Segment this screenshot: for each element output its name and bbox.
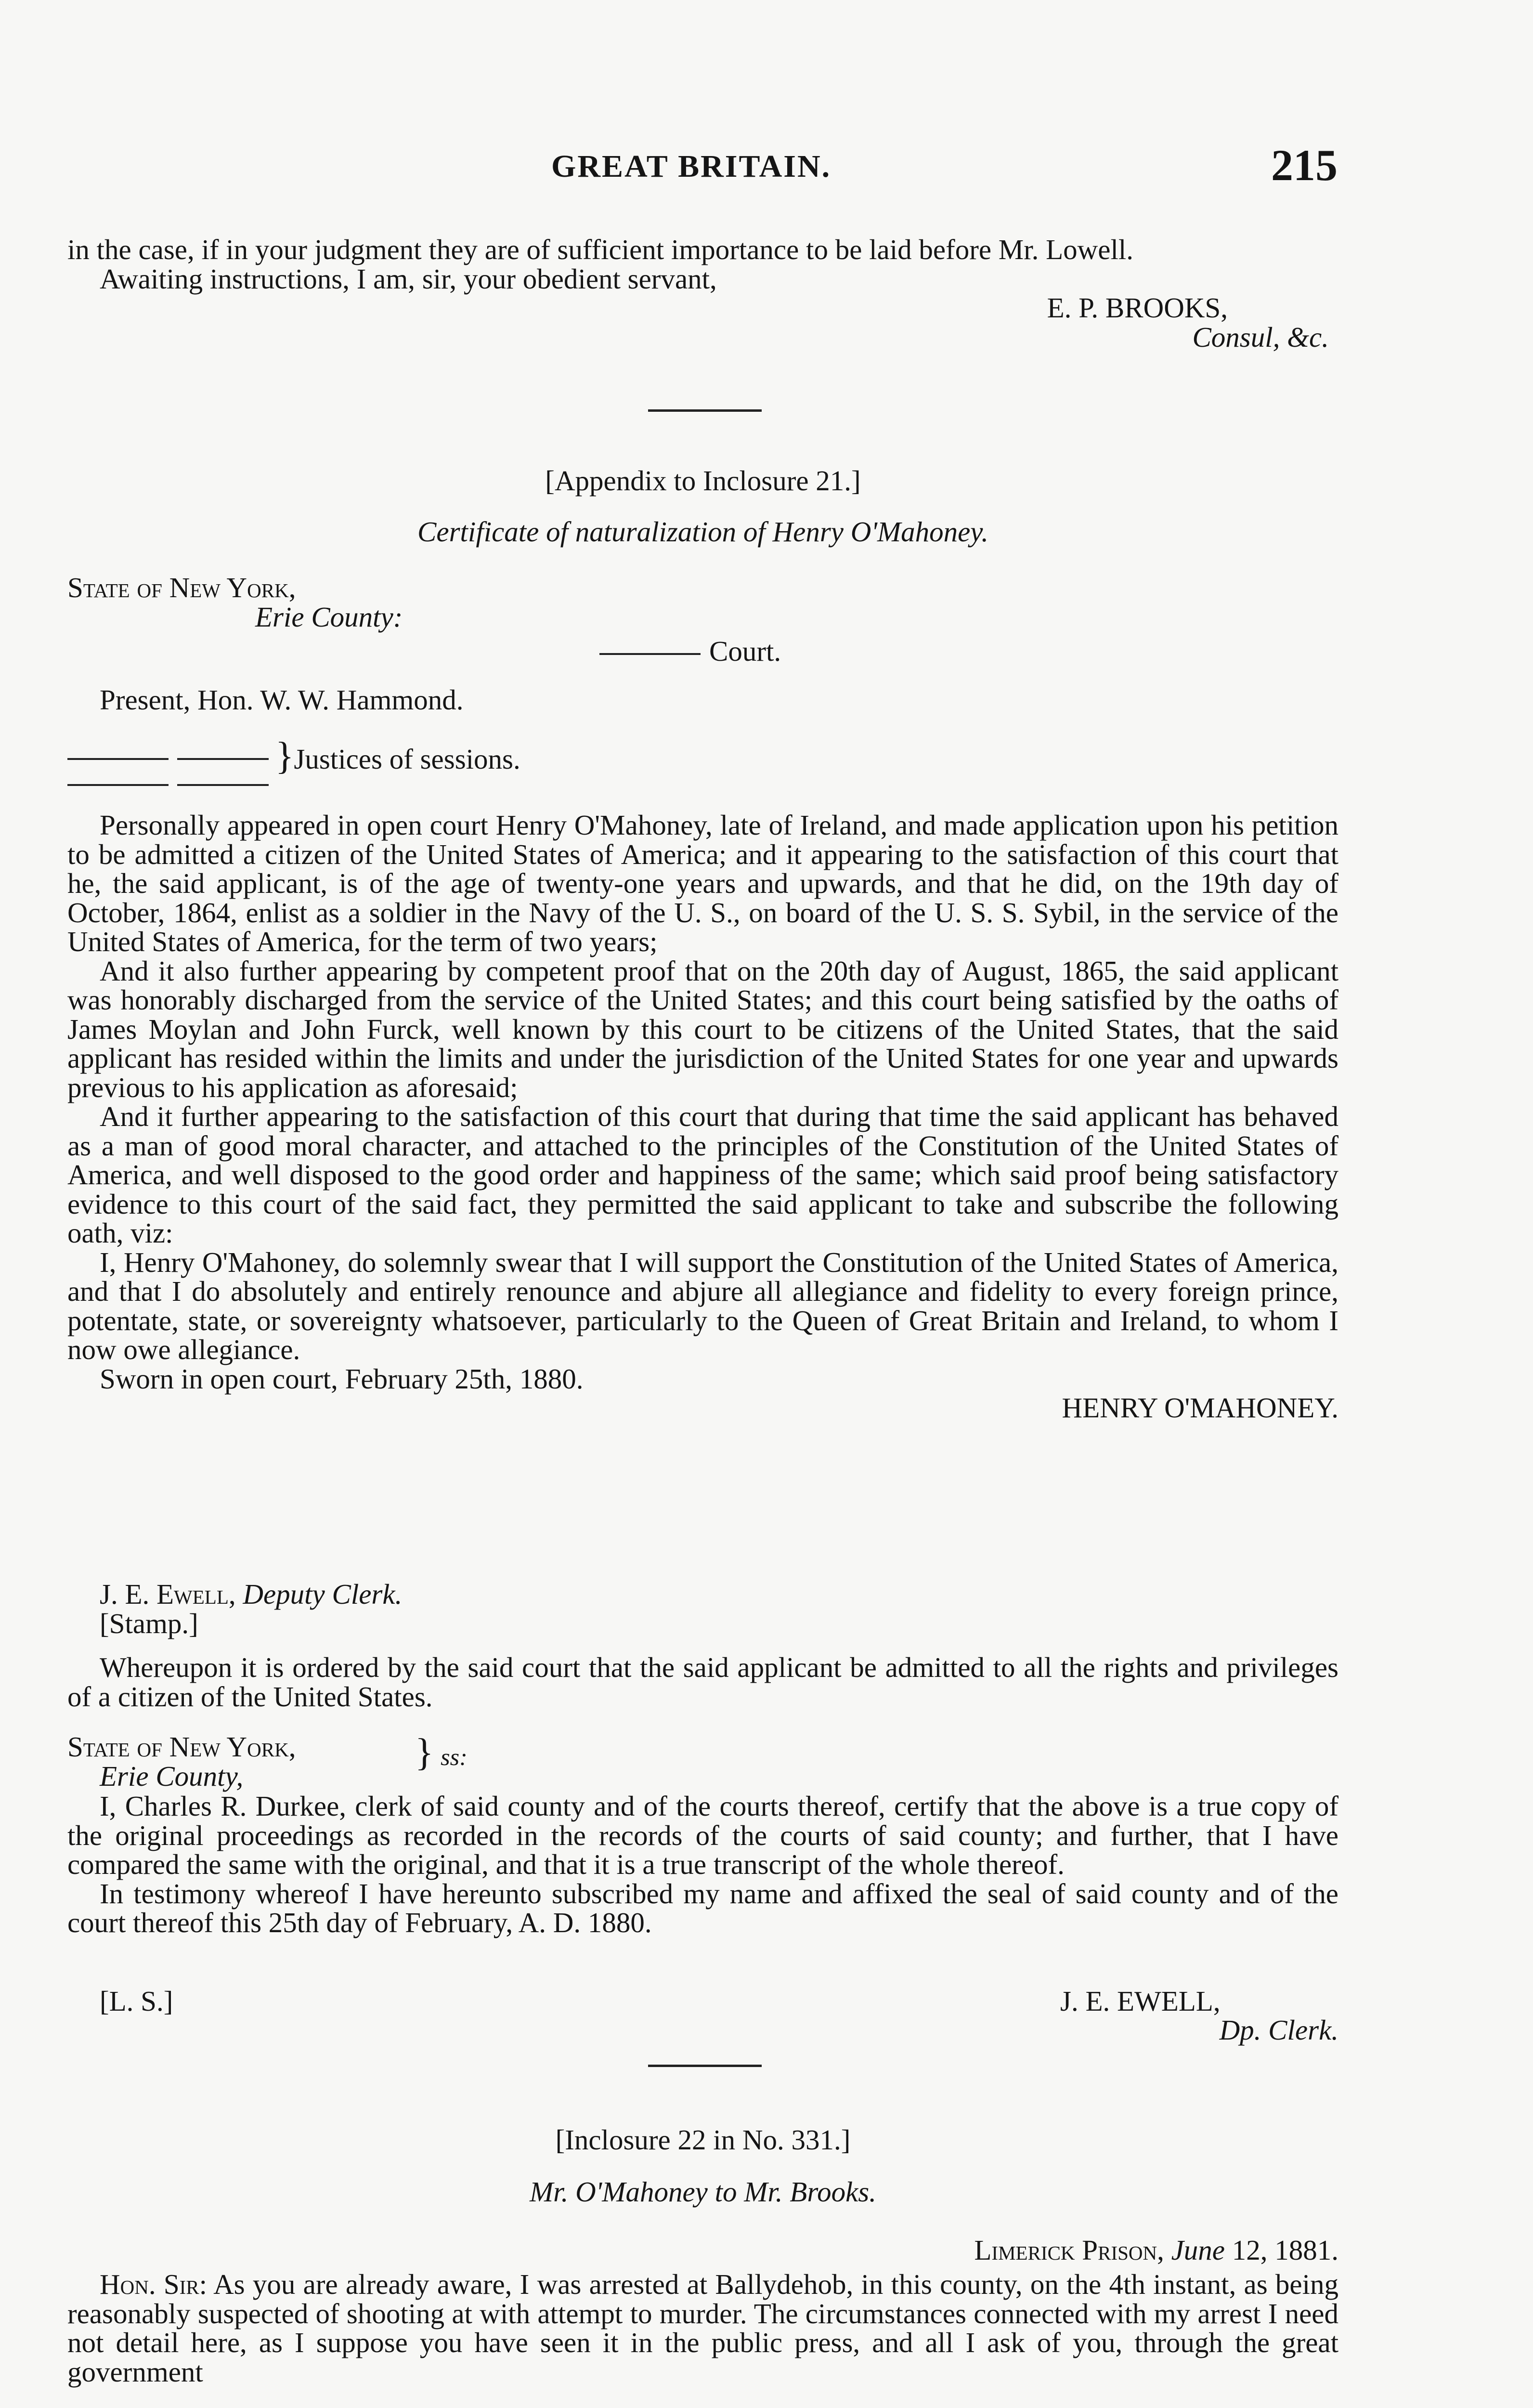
section-rule: [648, 409, 762, 412]
dateline: [67, 2236, 1338, 2265]
clerk-name: J. E. Ewell,: [100, 1578, 236, 1610]
certification-paragraph-1: I, Charles R. Durkee, clerk of said county and of the courts thereof, certify that the above is a true copy of the original proceedings as recorded in the records of the courts of said county; and further, that I have compared the same with the original, and that it is a true transcript of the whole thereof.: [67, 1790, 1338, 1880]
oath-paragraph: I, Henry O'Mahoney, do solemnly swear that I will support the Constitution of the United States of America, and that I do absolutely and entirely renounce and abjure all allegiance and fidelity to every foreign prince, potentate, state, or sovereignty whatsoever, particularly to the Queen of Great Britain and Ireland, to whom I now owe allegiance.: [67, 1246, 1338, 1365]
certificate-body: [67, 811, 1338, 1423]
salutation: Hon. Sir:: [100, 2268, 208, 2300]
venue-block: [67, 573, 1338, 631]
page-header: [0, 140, 1533, 197]
page-number: 215: [1271, 141, 1338, 190]
venue2-county: Erie County,: [100, 1760, 244, 1792]
inclosure-label: [Inclosure 22 in No. 331.]: [555, 2124, 851, 2156]
present-line: [67, 685, 1338, 715]
signature-title: Consul, &c.: [1192, 321, 1329, 353]
venue-county: Erie County:: [255, 601, 403, 633]
inclosure-title: Mr. O'Mahoney to Mr. Brooks.: [530, 2176, 876, 2208]
certificate-paragraph-2: And it also further appearing by competent proof that on the 20th day of August, 1865, the said applicant was honorably discharged from the service of the United States; and this court being satisfied by the oaths of James Moylan and John Furck, well known by this court to be citizens of the United States, that the said applicant has resided within the limits and under the jurisdiction of the United States for one year and upwards previous to his application as aforesaid;: [67, 955, 1338, 1103]
justice-blank-3: [67, 784, 169, 786]
letter-body-text: As you are already aware, I was arrested at Ballydehob, in this county, on the 4th instant, as being reasonably suspected of shooting at with attempt to murder. The circumstances connected with my arrest I need not detail here, as I suppose you have seen it in the public press, and all I ask of you, through the great government: [67, 2268, 1339, 2388]
court-blank: [599, 653, 701, 655]
certificate-paragraph-3: And it further appearing to the satisfaction of this court that during that time the said applicant has behaved as a man of good moral character, and attached to the principles of the Constitution of the United States of America, and well disposed to the good order and happiness of the same; which said proof being satisfactory evidence to this court of the said fact, they permitted the said applicant to take and subscribe the following oath, viz:: [67, 1100, 1338, 1249]
final-signature: J. E. EWELL,: [1060, 1985, 1221, 2017]
dateline-place: Limerick Prison,: [974, 2234, 1164, 2266]
sworn-line: Sworn in open court, February 25th, 1880.: [100, 1362, 584, 1395]
order-paragraph: Whereupon it is ordered by the said court that the said applicant be admitted to all the rights and privileges of a citizen of the United States.: [67, 1651, 1338, 1713]
letter-closing-line: Awaiting instructions, I am, sir, your obedient servant,: [100, 262, 717, 295]
present-text: Present, Hon. W. W. Hammond.: [100, 684, 464, 716]
running-head: GREAT BRITAIN.: [551, 149, 831, 184]
court-label: Court.: [709, 635, 781, 667]
final-title: Dp. Clerk.: [1219, 2014, 1338, 2046]
venue-state: State of New York,: [67, 572, 296, 603]
appendix-label: [Appendix to Inclosure 21.]: [545, 465, 861, 497]
venue2-ss: ss:: [441, 1743, 468, 1770]
oath-signature: HENRY O'MAHONEY.: [1062, 1392, 1338, 1424]
clerk-title: Deputy Clerk.: [243, 1578, 403, 1610]
venue2-brace: }: [415, 1731, 434, 1774]
venue2-block: [67, 1732, 1338, 1791]
justices-label: Justices of sessions.: [294, 743, 520, 775]
signature-name: E. P. BROOKS,: [1047, 292, 1228, 324]
seal-text: [L. S.]: [100, 1985, 173, 2017]
venue2-state: State of New York,: [67, 1731, 296, 1763]
court-line: [599, 637, 985, 666]
appendix-title: Certificate of naturalization of Henry O'Mahoney.: [417, 516, 988, 548]
section-rule-2: [648, 2065, 762, 2067]
justices-brace: }: [275, 735, 294, 777]
certification-paragraph-2: In testimony whereof I have hereunto subscribed my name and affixed the seal of said county and of the court thereof this 25th day of February, A. D. 1880.: [67, 1877, 1338, 1938]
dateline-month: June: [1171, 2234, 1225, 2266]
letter-closing: [67, 235, 1338, 352]
justice-blank-2: [177, 758, 269, 760]
letter-continuation: in the case, if in your judgment they are of sufficient importance to be laid before Mr. Lowell.: [67, 234, 1133, 265]
justice-blank-1: [67, 758, 169, 760]
justice-blank-4: [177, 784, 269, 786]
dateline-date: 12, 1881.: [1232, 2234, 1338, 2266]
clerk-block: [67, 1580, 1338, 1638]
certificate-paragraph-1: Personally appeared in open court Henry O'Mahoney, late of Ireland, and made application upon his petition to be admitted a citizen of the United States of America; and it appearing to the satisfaction of this court that he, the said applicant, is of the age of twenty-one years and upwards, and that he did, on the 19th day of October, 1864, enlist as a soldier in the Navy of the U. S., on board of the U. S. S. Sybil, in the service of the United States of America, for the term of two years;: [67, 809, 1338, 957]
clerk-certification: [67, 1792, 1338, 1937]
letter-body: [67, 2270, 1338, 2386]
stamp-text: [Stamp.]: [100, 1607, 198, 1639]
order-block: [67, 1653, 1338, 1711]
